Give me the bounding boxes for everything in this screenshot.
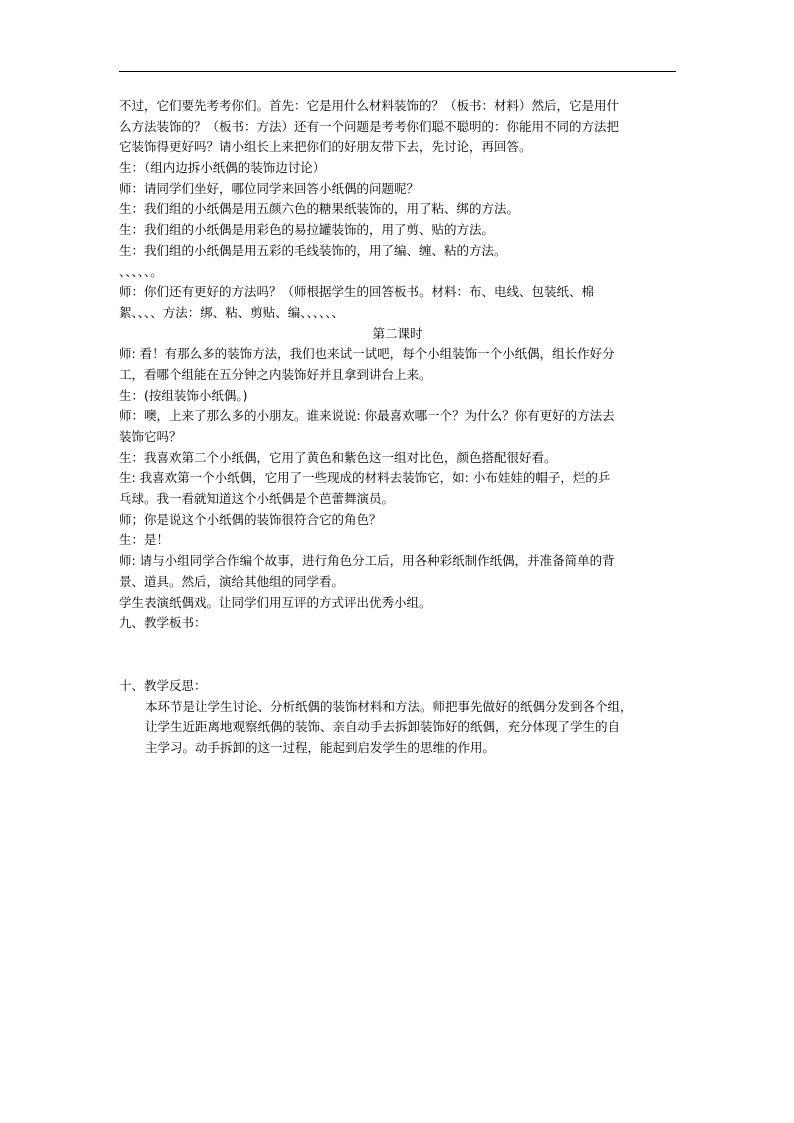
reflection-line: 本环节是让学生讨论、分析纸偶的装饰材料和方法。师把事先做好的纸偶分发到各个组， <box>145 698 633 714</box>
reflection-line: 主学习。动手拆卸的这一过程，能起到启发学生的思维的作用。 <box>145 739 496 755</box>
header-rule <box>119 71 676 72</box>
dialogue-line: 师: 请与小组同学合作编个故事，进行角色分工后，用各种彩纸制作纸偶，并准备简单的背 <box>119 553 615 569</box>
dialogue-line: 生：我喜欢第二个小纸偶，它用了黄色和紫色这一组对比色，颜色搭配很好看。 <box>119 449 557 465</box>
dialogue-line: 师: 看！有那么多的装饰方法，我们也来试一试吧，每个小组装饰一个小纸偶，组长作好分 <box>119 346 615 362</box>
section-heading-board: 九、教学板书： <box>119 615 207 631</box>
paragraph-line: 不过，它们要先考考你们。首先：它是用什么材料装饰的？（板书：材料）然后，它是用什 <box>119 98 620 113</box>
dialogue-line: 师；你是说这个小纸偶的装饰很符合它的角色？ <box>119 511 382 527</box>
dialogue-line: 生：是！ <box>119 532 170 548</box>
section-heading-reflection: 十、教学反思： <box>119 677 207 693</box>
dialogue-line: 絮、、、、方法：绑、粘、剪贴、编、、、、、、 <box>119 304 345 320</box>
dialogue-line: 景、道具。然后，演给其他组的同学看。 <box>119 573 345 589</box>
dialogue-line: 生：（组内边拆小纸偶的装饰边讨论） <box>119 160 326 176</box>
dialogue-line: 生：我们组的小纸偶是用五颜六色的糖果纸装饰的，用了粘、绑的方法。 <box>119 201 520 217</box>
reflection-line: 让学生近距离地观察纸偶的装饰、亲自动手去拆卸装饰好的纸偶，充分体现了学生的自 <box>145 719 621 735</box>
paragraph-line: 它装饰得更好吗？请小组长上来把你们的好朋友带下去，先讨论，再回答。 <box>119 139 532 155</box>
dialogue-line: 师：噢，上来了那么多的小朋友。谁来说说: 你最喜欢哪一个？为什么？你有更好的方法去 <box>119 408 615 424</box>
blank-space <box>119 634 676 676</box>
dialogue-line: 工，看哪个组能在五分钟之内装饰好并且拿到讲台上来。 <box>119 366 432 382</box>
dialogue-line: 生：我们组的小纸偶是用彩色的易拉罐装饰的，用了剪、贴的方法。 <box>119 222 495 238</box>
paragraph-line: 学生表演纸偶戏。让同学们用互评的方式评出优秀小组。 <box>119 594 432 610</box>
document-body <box>119 96 676 759</box>
ellipsis-line: 、、、、、。 <box>119 263 163 279</box>
section-title: 第二课时 <box>372 325 423 341</box>
dialogue-line: 师：你们还有更好的方法吗？（师根据学生的回答板书。材料：布、电线、包装纸、棉 <box>119 284 595 300</box>
dialogue-line: 生：(按组装饰小纸偶。) <box>119 387 248 403</box>
paragraph-line: 么方法装饰的？（板书：方法）还有一个问题是考考你们聪不聪明的：你能用不同的方法把 <box>119 118 620 134</box>
dialogue-line: 装饰它吗？ <box>119 429 182 444</box>
dialogue-line: 生：我们组的小纸偶是用五彩的毛线装饰的，用了编、缠、粘的方法。 <box>119 242 507 258</box>
dialogue-line: 生: 我喜欢第一个小纸偶，它用了一些现成的材料去装饰它，如: 小布娃娃的帽子，烂的乒 <box>119 470 611 486</box>
dialogue-line: 师：请同学们坐好，哪位同学来回答小纸偶的问题呢？ <box>119 180 420 196</box>
dialogue-line: 乓球。我一看就知道这个小纸偶是个芭蕾舞演员。 <box>119 491 395 507</box>
